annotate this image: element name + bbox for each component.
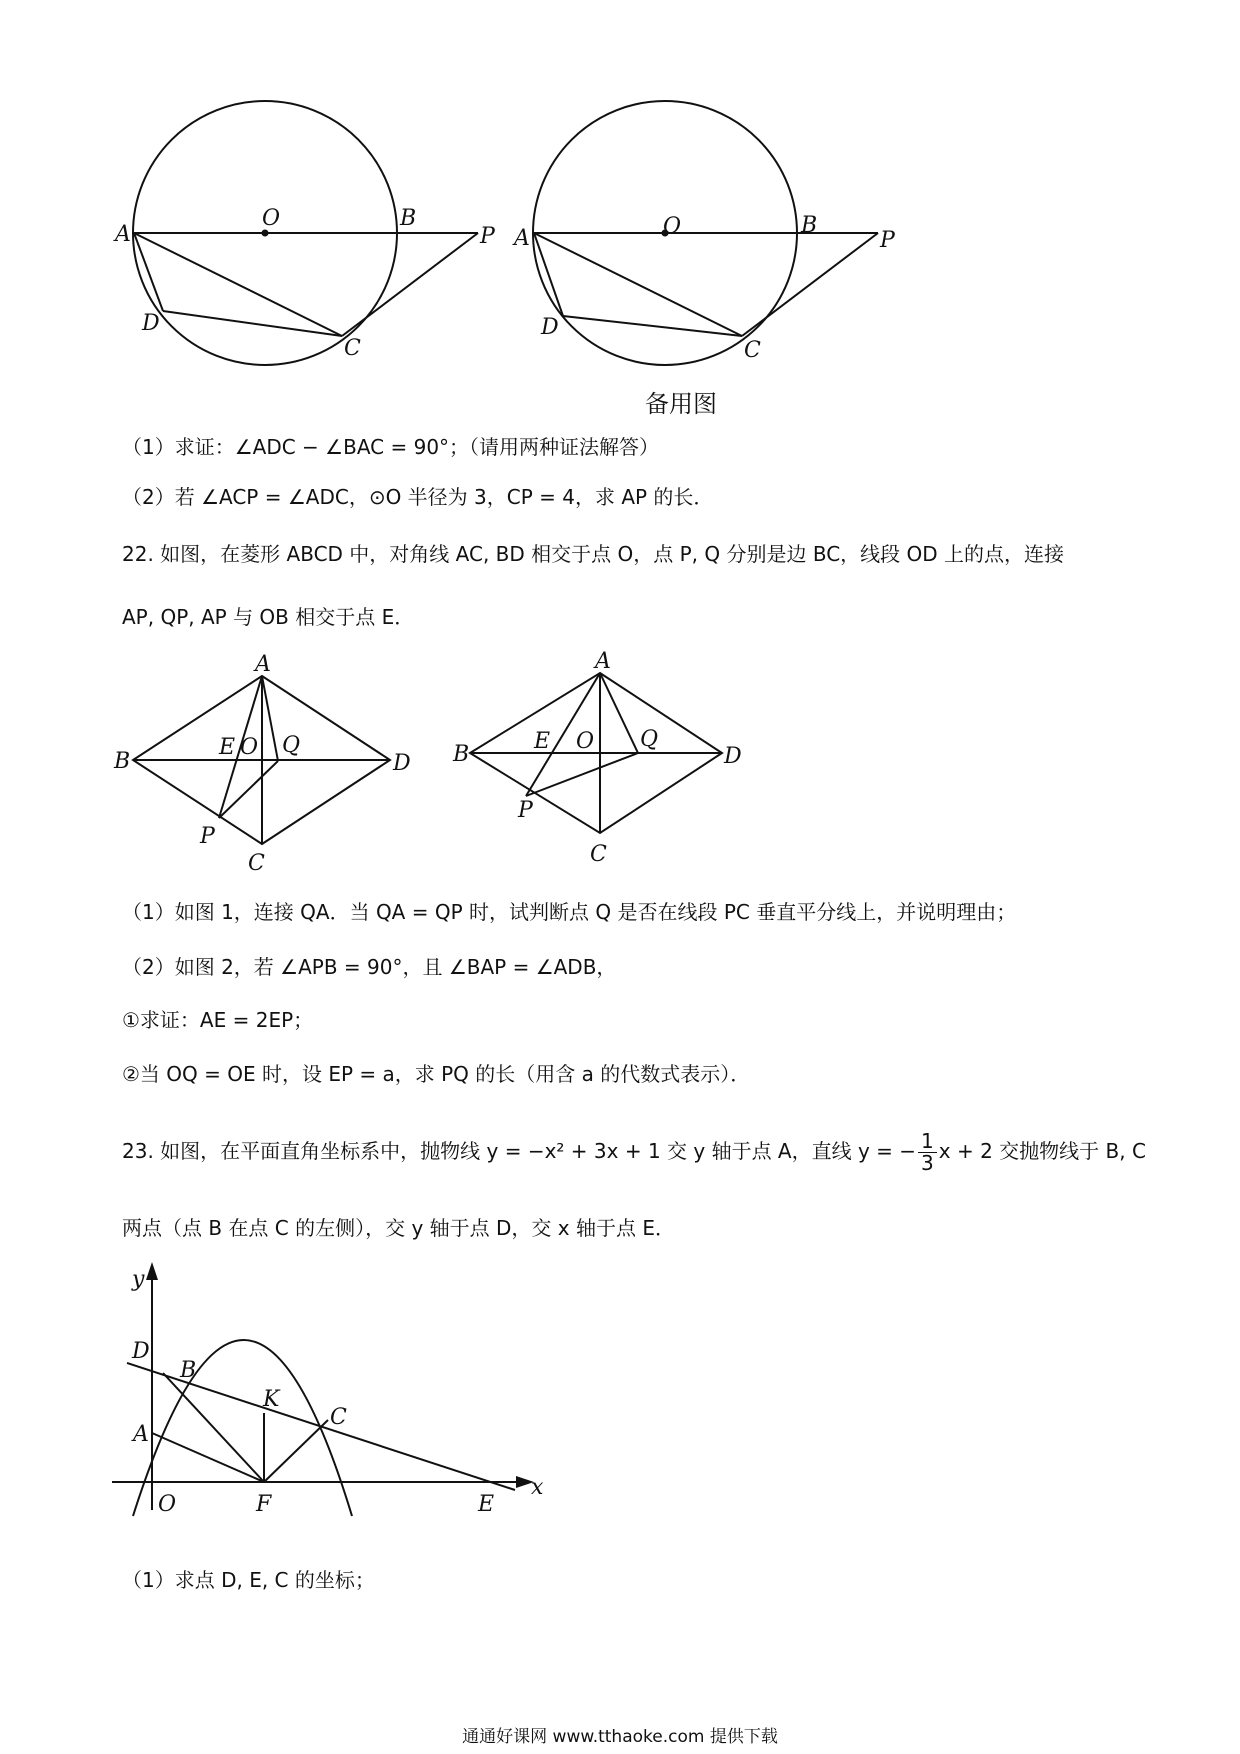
label-A: A [115,222,131,247]
label-P: P [480,224,495,249]
q21-part-2: （2）若 ∠ACP = ∠ADC，⊙O 半径为 3，CP = 4，求 AP 的长． [122,485,714,509]
q23-stem-line-2: 两点（点 B 在点 C 的左侧），交 y 轴于点 D，交 x 轴于点 E． [122,1216,675,1240]
q22-part-2b: ②当 OQ = OE 时，设 EP = a，求 PQ 的长（用含 a 的代数式表示）． [122,1062,751,1086]
figure-23 [112,1265,530,1516]
q21-part-1: （1）求证：∠ADC − ∠BAC = 90°；（请用两种证法解答） [122,435,660,459]
label-A: A [255,652,271,677]
label-P: P [200,824,215,849]
label-A: A [595,649,611,674]
figure-caption: 备用图 [645,390,717,418]
q22-stem-line-2: AP, QP, AP 与 OB 相交于点 E． [122,605,415,629]
label-A: A [514,226,530,251]
label-P: P [880,228,895,253]
page-footer: 通通好课网 www.tthaoke.com 提供下载 [462,1727,778,1747]
label-O: O [663,214,682,239]
label-E: E [534,729,551,754]
label-Q: Q [640,727,659,752]
label-B: B [400,206,417,231]
label-D: D [724,744,742,769]
label-B: B [180,1358,197,1383]
figure-21-main [133,101,478,365]
label-A: A [133,1422,149,1447]
label-D: D [393,751,411,776]
label-D: D [132,1339,150,1364]
q22-stem-line-1: 22. 如图，在菱形 ABCD 中，对角线 AC, BD 相交于点 O，点 P, Q 分别是边 BC，线段 OD 上的点，连接 [122,542,1065,566]
fraction [918,1131,937,1174]
label-F: F [256,1492,272,1517]
label-y: y [132,1267,145,1292]
q23-stem-line-1 [122,1131,1146,1174]
figure-22-1 [133,676,390,844]
fraction-denominator: 3 [921,1151,934,1175]
label-O: O [158,1492,177,1517]
label-C: C [744,338,761,363]
label-B: B [801,213,818,238]
label-B: B [114,749,131,774]
q22-part-2a: ①求证：AE = 2EP； [122,1008,314,1032]
q22-part-1: （1）如图 1，连接 QA．当 QA = QP 时，试判断点 Q 是否在线段 PC 垂直平分线上，并说明理由； [122,900,1017,924]
label-x: x [531,1475,544,1500]
label-O: O [262,206,281,231]
label-K: K [263,1387,280,1412]
label-O: O [240,735,259,760]
label-C: C [344,336,361,361]
label-E: E [478,1492,495,1517]
q23-part-1: （1）求点 D, E, C 的坐标； [122,1568,375,1592]
q23-stem-1a: 23. 如图，在平面直角坐标系中，抛物线 y = −x² + 3x + 1 交 y 轴于点 A，直线 y = − [122,1139,917,1163]
q22-part-2: （2）如图 2，若 ∠APB = 90°，且 ∠BAP = ∠ADB， [122,955,617,979]
fraction-numerator: 1 [918,1131,937,1153]
label-E: E [219,735,236,760]
y-axis-arrow-icon [146,1262,158,1280]
label-Q: Q [282,733,301,758]
figure-21-spare [533,101,878,365]
label-O: O [576,729,595,754]
figure-22-2 [470,673,722,833]
label-D: D [142,311,160,336]
label-D: D [541,315,559,340]
label-C: C [590,842,607,867]
label-B: B [453,742,470,767]
label-C: C [330,1405,347,1430]
q23-stem-1b: x + 2 交抛物线于 B, C [938,1139,1146,1163]
label-C: C [248,851,265,876]
label-P: P [518,798,533,823]
